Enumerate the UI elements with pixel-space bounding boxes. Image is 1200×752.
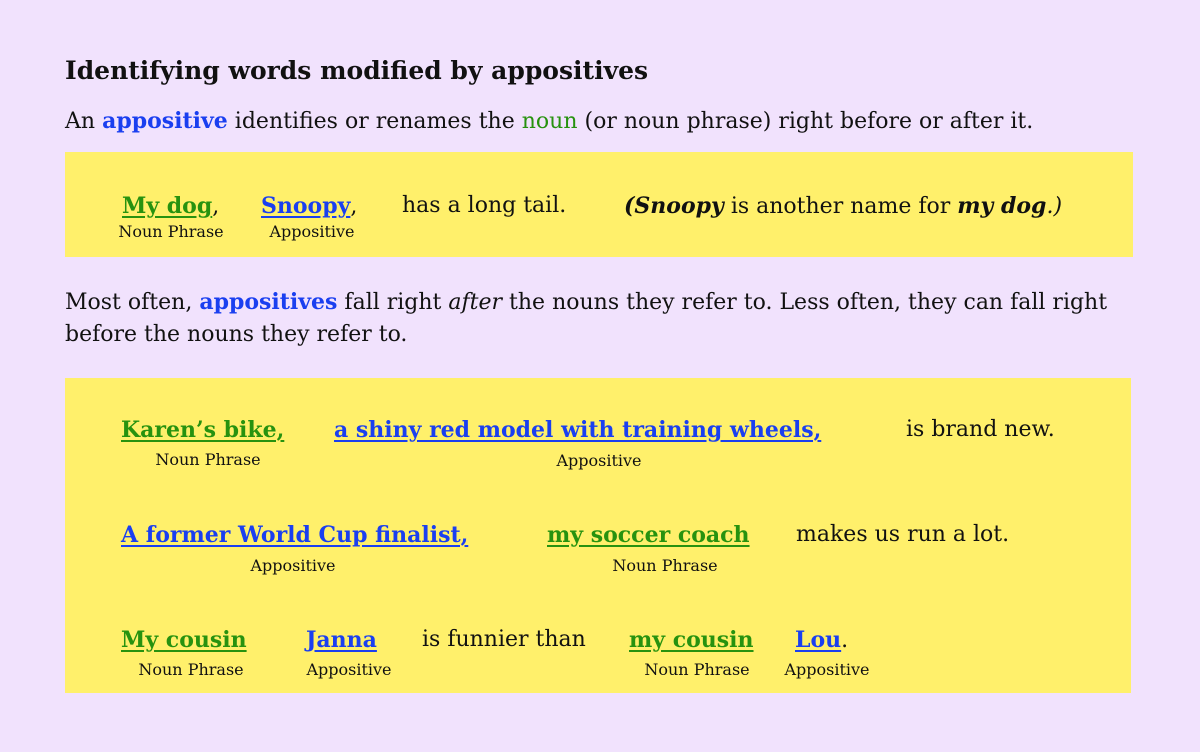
example4-label-appositive-1: Appositive <box>306 660 392 679</box>
example2-appositive: a shiny red model with training wheels, <box>334 417 822 443</box>
example2-noun: Karen’s bike, <box>121 417 285 443</box>
example3-appositive: A former World Cup finalist, <box>121 522 469 548</box>
example2-label-noun: Noun Phrase <box>155 450 261 469</box>
example4-noun-1: My cousin <box>121 627 247 653</box>
intro-pre: An <box>65 109 103 134</box>
intro-post: (or noun phrase) right before or after it. <box>577 109 1034 134</box>
example1-note: (Snoopy is another name for my dog.) <box>624 193 1063 219</box>
example4-appositive-1: Janna <box>306 627 377 653</box>
example4-label-noun-2: Noun Phrase <box>644 660 750 679</box>
intro-sentence <box>65 108 1033 134</box>
example3-label-appositive: Appositive <box>250 556 336 575</box>
example4-mid: is funnier than <box>422 627 586 652</box>
term-appositives: appositives <box>199 289 338 315</box>
example4-appositive-2: Lou. <box>795 627 849 653</box>
example1-noun: My dog, <box>122 193 220 219</box>
explanation-paragraph: Most often, appositives fall right after the nouns they refer to. Less often, they can fall right before the nouns they refer to. <box>65 289 1108 347</box>
example3-noun: my soccer coach <box>547 522 750 548</box>
example3-rest: makes us run a lot. <box>796 522 1010 547</box>
example1-rest: has a long tail. <box>402 193 567 218</box>
example4-label-noun-1: Noun Phrase <box>138 660 244 679</box>
example1-appositive: Snoopy, <box>261 193 358 219</box>
example1-label-noun: Noun Phrase <box>118 222 224 241</box>
example3-label-noun: Noun Phrase <box>612 556 718 575</box>
example2-rest: is brand new. <box>906 417 1055 442</box>
example2-label-appositive: Appositive <box>556 451 642 470</box>
term-noun: noun <box>521 109 578 134</box>
page-title: Identifying words modified by appositives <box>65 56 649 85</box>
example1-label-appositive: Appositive <box>269 222 355 241</box>
intro-mid: identifies or renames the <box>227 109 522 134</box>
example4-label-appositive-2: Appositive <box>784 660 870 679</box>
term-appositive: appositive <box>102 108 228 134</box>
example4-noun-2: my cousin <box>629 627 754 653</box>
